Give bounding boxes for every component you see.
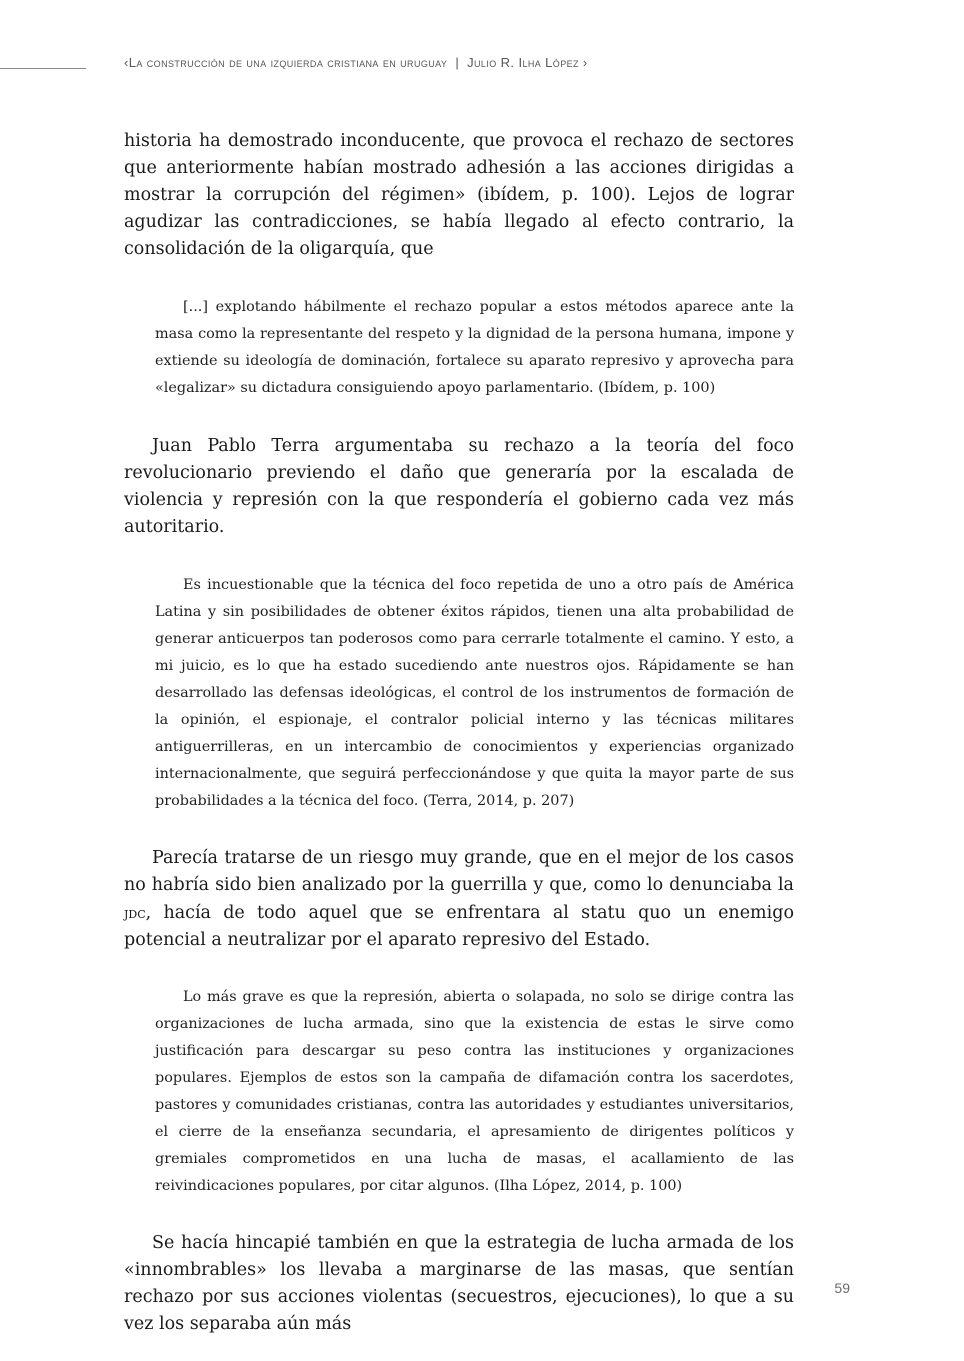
page-number: 59 — [834, 1280, 850, 1296]
body-paragraph-3 — [124, 845, 794, 954]
body-paragraph-3-part-2: , hacía de todo aquel que se enfrentara al statu quo un enemigo potencial a neutralizar por el aparato represivo del Estado. — [124, 903, 794, 950]
body-paragraph-3-part-1: Parecía tratarse de un riesgo muy grande, que en el mejor de los casos no habría sido bien analizado por la guerrilla y que, como lo denunciaba la — [124, 848, 794, 895]
page-body — [124, 128, 794, 1338]
running-header-author: Julio R. Ilha López › — [467, 55, 588, 70]
block-quote-3: Lo más grave es que la represión, abierta o solapada, no solo se dirige contra las organizaciones de lucha armada, sino que la existencia de estas le sirve como justificación para descargar su peso contra las instituciones y organizaciones populares. Ejemplos de estos son la campaña de difamación contra los sacerdotes, pastores y comunidades cristianas, contra las autoridades y estudiantes universitarios, el cierre de la enseñanza secundaria, el apresamiento de dirigentes políticos y gremiales comprometidos en una lucha de masas, el acallamiento de las reivindicaciones populares, por citar algunos. (Ilha López, 2014, p. 100) — [155, 989, 794, 1194]
body-paragraph-4: Se hacía hincapié también en que la estrategia de lucha armada de los «innombrables» los llevaba a marginarse de las masas, que sentían rechazo por sus acciones violentas (secuestros, ejecuciones), lo que a su vez los separaba aún más — [124, 1233, 794, 1334]
body-paragraph-1: historia ha demostrado inconducente, que provoca el rechazo de sectores que anteriormente habían mostrado adhesión a las acciones dirigidas a mostrar la corrupción del régimen» (ibídem, p. 100). Lejos de lograr agudizar las contradicciones, se había llegado al efecto contrario, la consolidación de la oligarquía, que — [124, 131, 794, 259]
running-header-separator: | — [455, 55, 460, 70]
block-quote-1: [...] explotando hábilmente el rechazo popular a estos métodos aparece ante la masa como la representante del respeto y la dignidad de la persona humana, impone y extiende su ideología de dominación, fortalece su aparato represivo y aprovecha para «legalizar» su dictadura consiguiendo apoyo parlamentario. (Ibídem, p. 100) — [155, 299, 794, 396]
running-header — [124, 55, 824, 70]
running-header-book-title: ‹La construcción de una izquierda cristiana en uruguay — [124, 55, 448, 70]
block-quote-2: Es incuestionable que la técnica del foco repetida de uno a otro país de América Latina y sin posibilidades de obtener éxitos rápidos, tienen una alta probabilidad de generar anticuerpos tan poderosos como para cerrarle totalmente el camino. Y esto, a mi juicio, es lo que ha estado sucediendo ante nuestros ojos. Rápidamente se han desarrollado las defensas ideológicas, el control de los instrumentos de formación de la opinión, el espionaje, el contralor policial interno y las técnicas militares antiguerrilleras, en un intercambio de conocimientos y experiencias organizado internacionalmente, que seguirá perfeccionándose y que quita la mayor parte de sus probabilidades a la técnica del foco. (Terra, 2014, p. 207) — [155, 577, 794, 809]
header-rule — [0, 68, 86, 69]
abbreviation-jdc: jdc — [124, 903, 146, 922]
body-paragraph-2: Juan Pablo Terra argumentaba su rechazo a la teoría del foco revolucionario previendo el daño que generaría por la escalada de violencia y represión con la que respondería el gobierno cada vez más autoritario. — [124, 436, 794, 537]
